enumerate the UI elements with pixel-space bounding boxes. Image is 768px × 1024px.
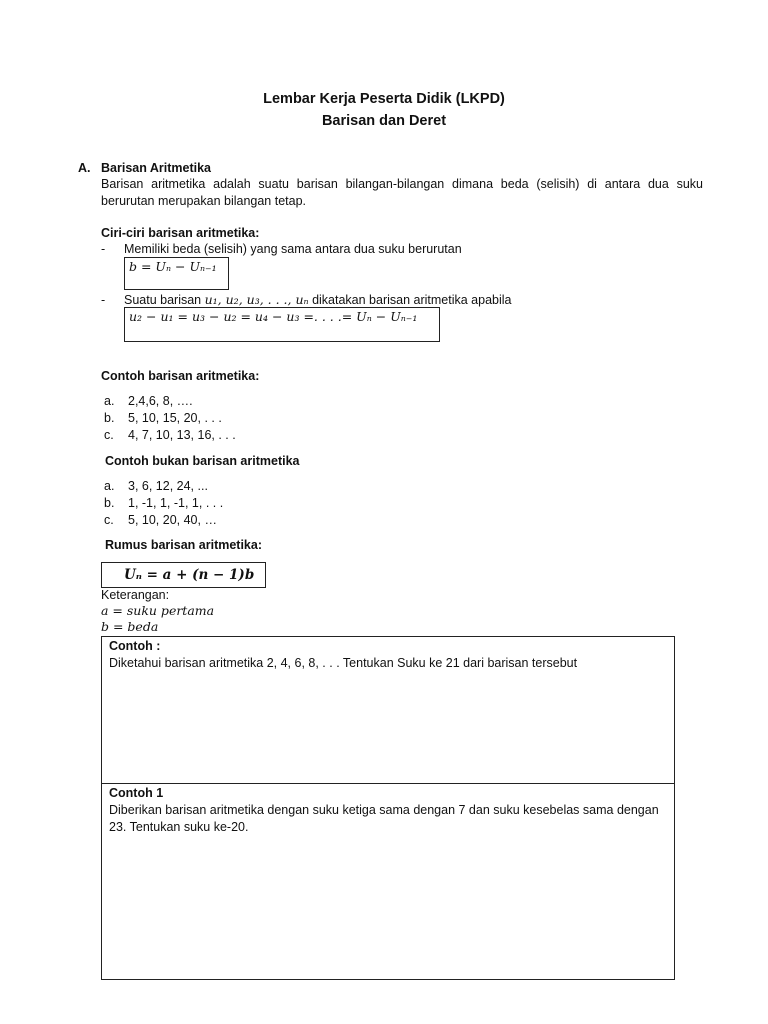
ciri-bullet-1: - (101, 242, 106, 256)
contoh-box-text: Diketahui barisan aritmetika 2, 4, 6, 8, . . . Tentukan Suku ke 21 dari barisan tersebut (109, 655, 578, 670)
list-text: 4, 7, 10, 13, 16, . . . (128, 428, 236, 442)
ciri-item-1-text: Memiliki beda (selisih) yang sama antara dua suku berurutan (124, 242, 462, 256)
page-title: Lembar Kerja Peserta Didik (LKPD) (263, 91, 505, 107)
ciri-heading: Ciri-ciri barisan aritmetika: (101, 226, 260, 240)
contoh-1-box-text: Diberikan barisan aritmetika dengan suku ketiga sama dengan 7 dan suku kesebelas sama dengan 23. Tentukan suku ke-20. (109, 802, 659, 834)
list-text: 5, 10, 15, 20, . . . (128, 411, 222, 425)
keterangan-b: b = beda (101, 619, 159, 634)
list-text: 1, -1, 1, -1, 1, . . . (128, 496, 224, 510)
list-item (104, 427, 236, 444)
contoh-1-box (101, 783, 675, 980)
contoh-heading: Contoh barisan aritmetika: (101, 369, 260, 383)
contoh-box (101, 636, 675, 784)
list-item (104, 393, 236, 410)
list-marker: a. (104, 479, 115, 493)
contoh-1-box-title: Contoh 1 (109, 786, 164, 800)
list-marker: c. (104, 513, 114, 527)
list-text: 3, 6, 12, 24, ... (128, 479, 208, 493)
contoh-list (104, 393, 236, 444)
ciri-formula-1-box (124, 257, 229, 290)
ciri-formula-2: u₂ − u₁ = u₃ − u₂ = u₄ − u₃ =. . . .= Uₙ − Uₙ₋₁ (129, 309, 418, 324)
list-marker: b. (104, 411, 115, 425)
bukan-list (104, 478, 223, 529)
section-heading: Barisan Aritmetika (101, 161, 211, 175)
list-marker: c. (104, 428, 114, 442)
ciri-formula-2-box (124, 307, 440, 342)
page-subtitle: Barisan dan Deret (321, 113, 447, 129)
list-item (104, 512, 223, 529)
list-marker: b. (104, 496, 115, 510)
ciri-bullet-2: - (101, 293, 106, 307)
section-number: A. (78, 161, 91, 175)
list-item (104, 478, 223, 495)
list-item (104, 410, 236, 427)
ciri-item-2-terms: u₁, u₂, u₃, . . ., uₙ (204, 292, 309, 307)
list-text: 2,4,6, 8, …. (128, 394, 193, 408)
section-definition: Barisan aritmetika adalah suatu barisan bilangan-bilangan dimana beda (selisih) di antara dua suku berurutan merupakan bilangan tetap. (101, 177, 703, 208)
rumus-formula-box (101, 562, 266, 588)
bukan-heading: Contoh bukan barisan aritmetika (105, 454, 300, 468)
rumus-formula: Uₙ = a + (n − 1)b (124, 567, 255, 583)
keterangan-label: Keterangan: (101, 588, 170, 602)
list-marker: a. (104, 394, 115, 408)
ciri-item-2-suffix: dikatakan barisan aritmetika apabila (312, 293, 512, 307)
ciri-item-2-prefix: Suatu barisan (124, 293, 202, 307)
list-text: 5, 10, 20, 40, … (128, 513, 217, 527)
list-item (104, 495, 223, 512)
rumus-heading: Rumus barisan aritmetika: (105, 538, 262, 552)
ciri-formula-1: b = Uₙ − Uₙ₋₁ (129, 259, 217, 274)
keterangan-a: a = suku pertama (101, 603, 215, 618)
contoh-box-title: Contoh : (109, 639, 161, 653)
